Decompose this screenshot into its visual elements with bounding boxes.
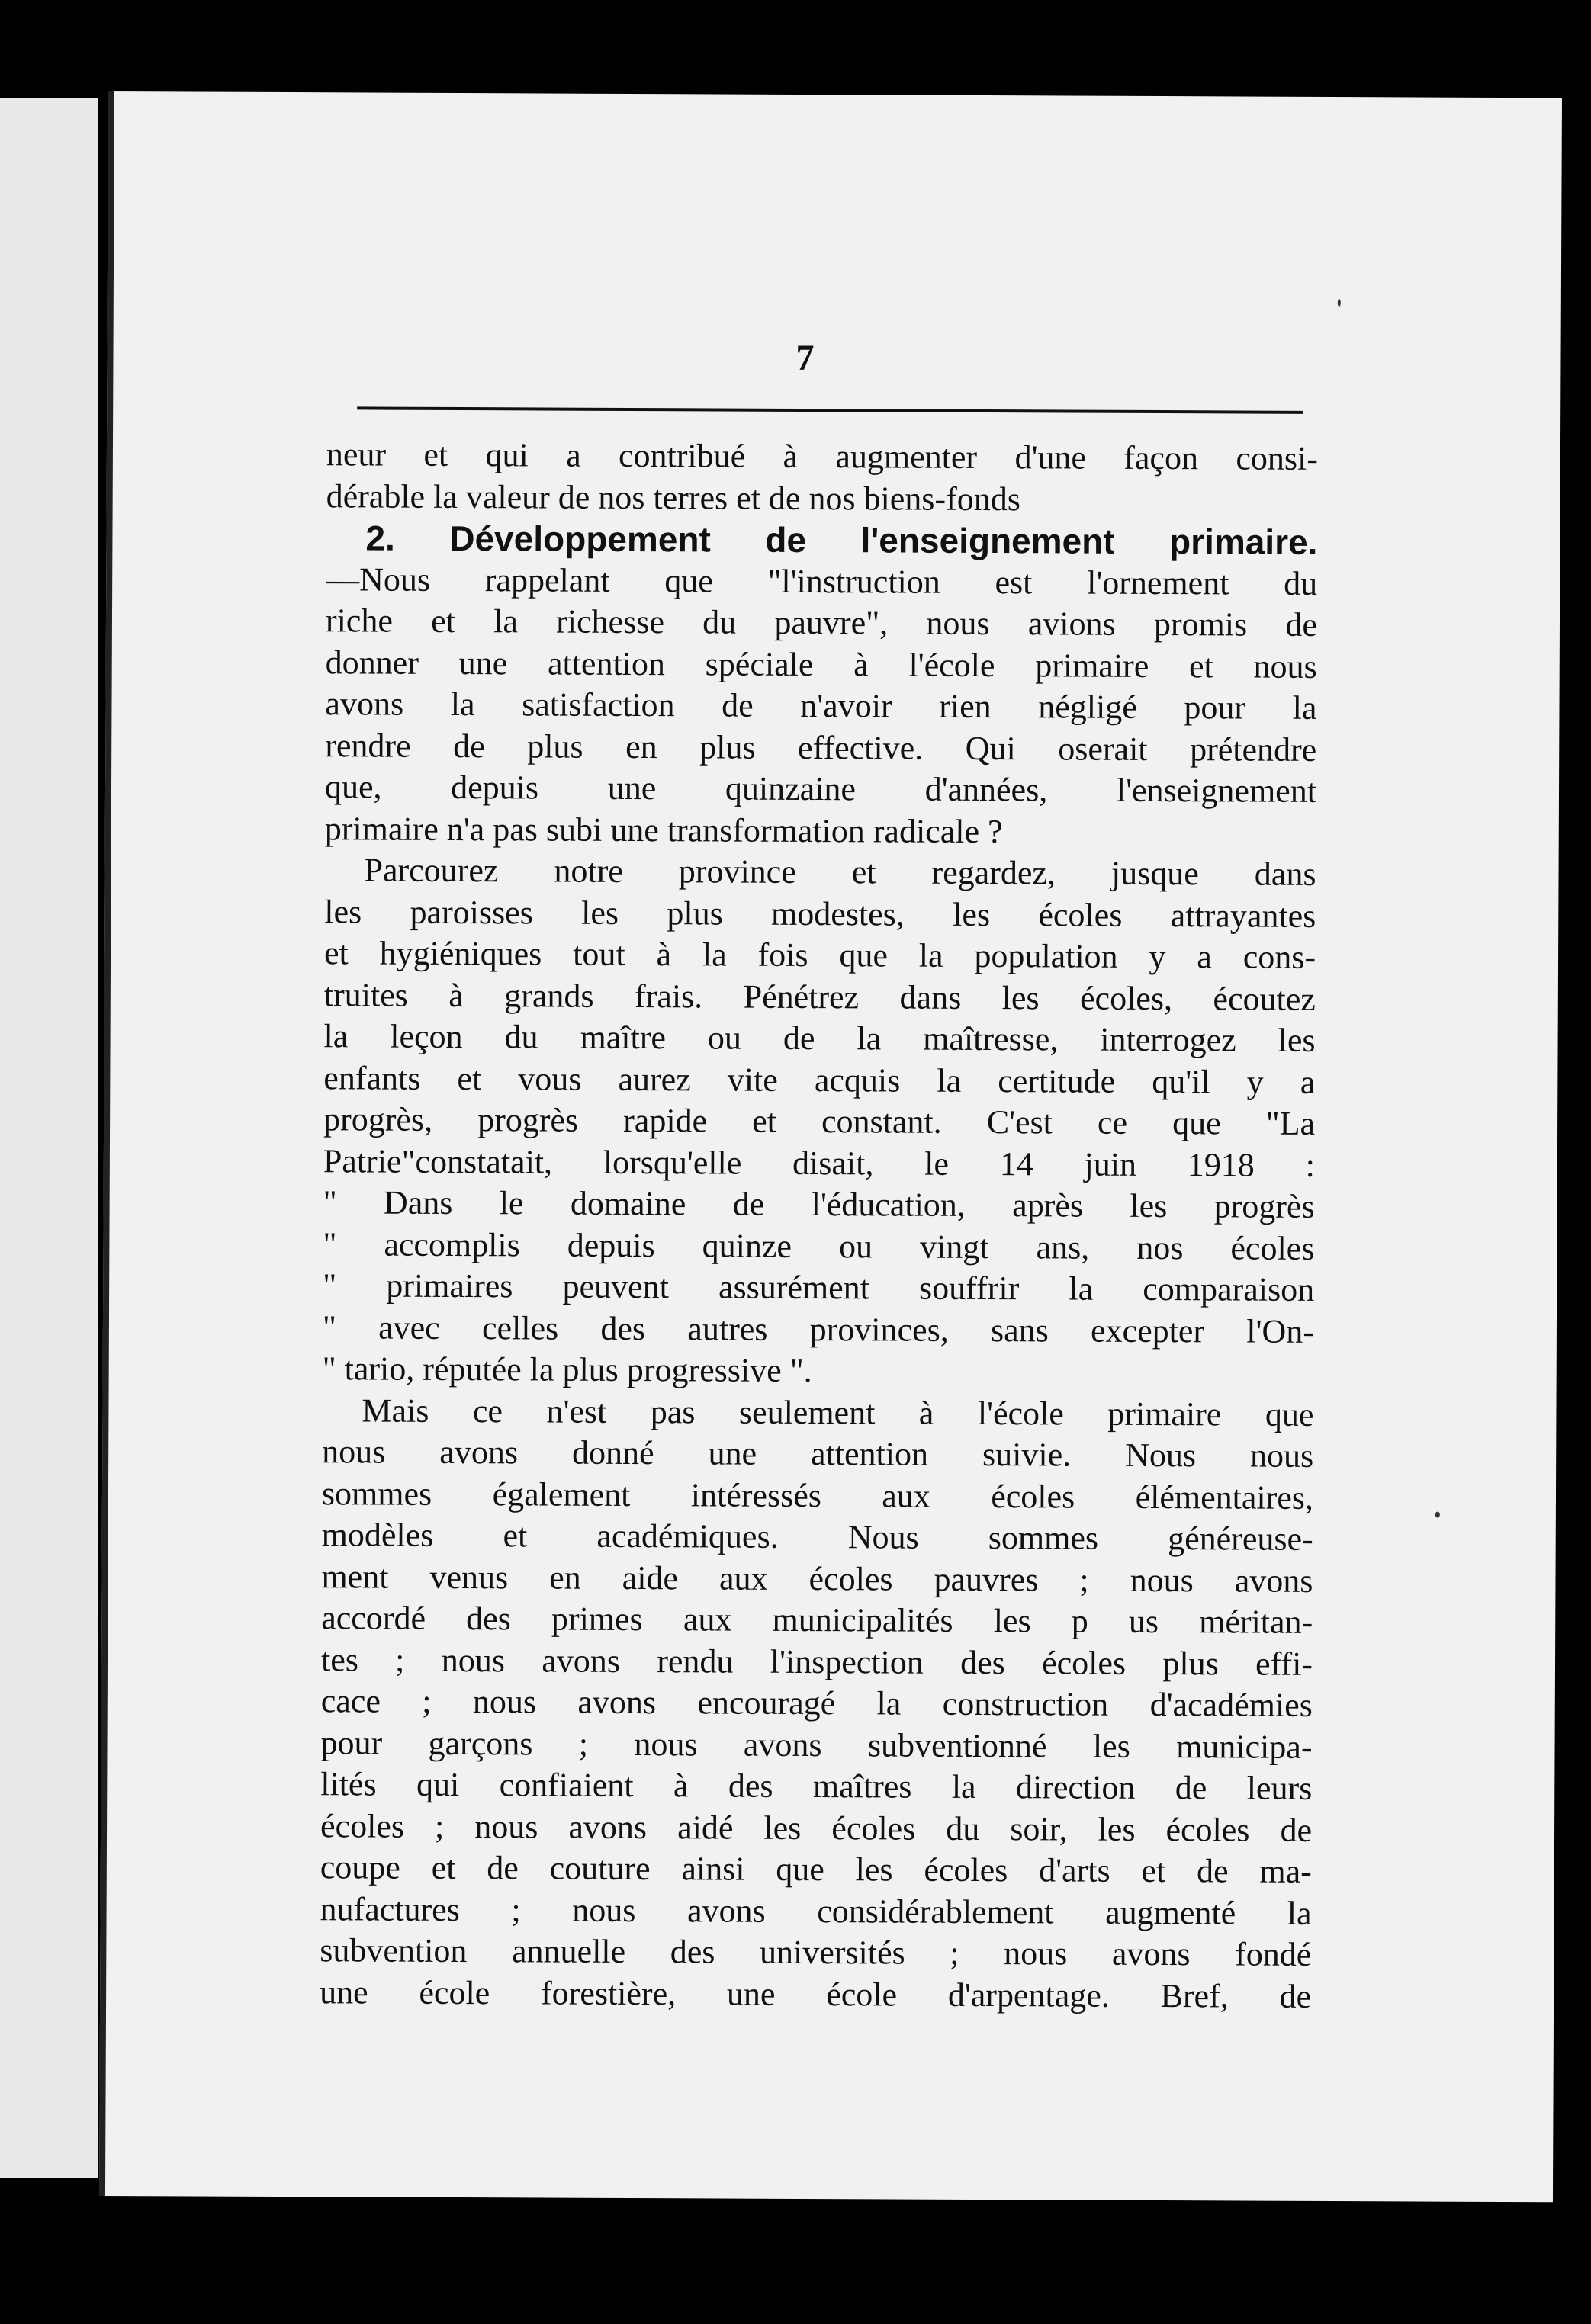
quote-line: " tario, réputée la plus progressive ". [322, 1350, 812, 1390]
text-line: nufactures ; nous avons considérablement augmenté la [320, 1889, 1312, 1932]
text-line: avons la satisfaction de n'avoir rien négligé pour la [325, 685, 1317, 727]
quote-line: " primaires peuvent assurément souffrir la comparaison [323, 1266, 1315, 1308]
text-line: donner une attention spéciale à l'école primaire et nous [325, 643, 1317, 685]
quote-line: " accomplis depuis quinze ou vingt ans, nos écoles [323, 1225, 1315, 1267]
text-line: dérable la valeur de nos terres et de nos biens-fonds [326, 477, 1021, 518]
text-line: écoles ; nous avons aidé les écoles du soir, les écoles de [320, 1806, 1313, 1849]
text-line: nous avons donné une attention suivie. Nous nous [322, 1433, 1314, 1475]
text-line: riche et la richesse du pauvre", nous avions promis de [325, 602, 1318, 644]
text-line: et hygiéniques tout à la fois que la population y a cons- [323, 934, 1316, 976]
text-line: truites à grands frais. Pénétrez dans les écoles, écoutez [323, 975, 1316, 1018]
text-line: lités qui confiaient à des maîtres la direction de leurs [320, 1765, 1313, 1807]
body-text [320, 434, 1318, 2017]
page-number: 7 [796, 337, 815, 379]
header-rule [357, 406, 1303, 413]
text-line: tes ; nous avons rendu l'inspection des écoles plus effi- [320, 1640, 1313, 1683]
scan-speck [1435, 1512, 1440, 1518]
text-line: coupe et de couture ainsi que les écoles d'arts et de ma- [320, 1848, 1312, 1890]
quote-line: " Dans le domaine de l'éducation, après les progrès [323, 1183, 1315, 1225]
text-line: la leçon du maître ou de la maîtresse, interrogez les [323, 1017, 1316, 1059]
text-line: que, depuis une quinzaine d'années, l'enseignement [324, 768, 1317, 810]
text-line: subvention annuelle des universités ; nous avons fondé [320, 1931, 1312, 1973]
text-line: primaire n'a pas subi une transformation radicale ? [324, 809, 1003, 850]
text-line: progrès, progrès rapide et constant. C'est ce que "La [323, 1100, 1316, 1142]
adjacent-page-edge [0, 98, 98, 2178]
text-line: les paroisses les plus modestes, les écoles attrayantes [324, 892, 1316, 935]
text-line: modèles et académiques. Nous sommes généreuse- [321, 1516, 1313, 1558]
document-page [99, 91, 1562, 2202]
text-line: neur et qui a contribué à augmenter d'une façon consi- [326, 435, 1319, 477]
text-line: cace ; nous avons encouragé la construction d'académies [320, 1682, 1313, 1724]
scan-speck [1338, 299, 1341, 307]
text-line: une école forestière, une école d'arpentage. Bref, de [320, 1973, 1312, 2015]
text-line: sommes également intéressés aux écoles élémentaires, [321, 1474, 1314, 1517]
text-line: accordé des primes aux municipalités les p us méritan- [321, 1599, 1313, 1641]
text-line: Mais ce n'est pas seulement à l'école primaire que [362, 1391, 1314, 1433]
text-line: Patrie"constatait, lorsqu'elle disait, le 14 juin 1918 : [323, 1141, 1315, 1184]
text-line: pour garçons ; nous avons subventionné les municipa- [320, 1723, 1313, 1766]
text-line: enfants et vous aurez vite acquis la certitude qu'il y a [323, 1058, 1316, 1101]
text-line: Parcourez notre province et regardez, jusque dans [364, 851, 1316, 893]
text-line: —Nous rappelant que "l'instruction est l'ornement du [326, 560, 1318, 602]
quote-line: " avec celles des autres provinces, sans excepter l'On- [322, 1308, 1315, 1350]
text-line: ment venus en aide aux écoles pauvres ; nous avons [321, 1557, 1313, 1600]
section-heading: 2. Développement de l'enseignement primaire. [365, 518, 1318, 562]
text-line: rendre de plus en plus effective. Qui oserait prétendre [325, 726, 1317, 769]
